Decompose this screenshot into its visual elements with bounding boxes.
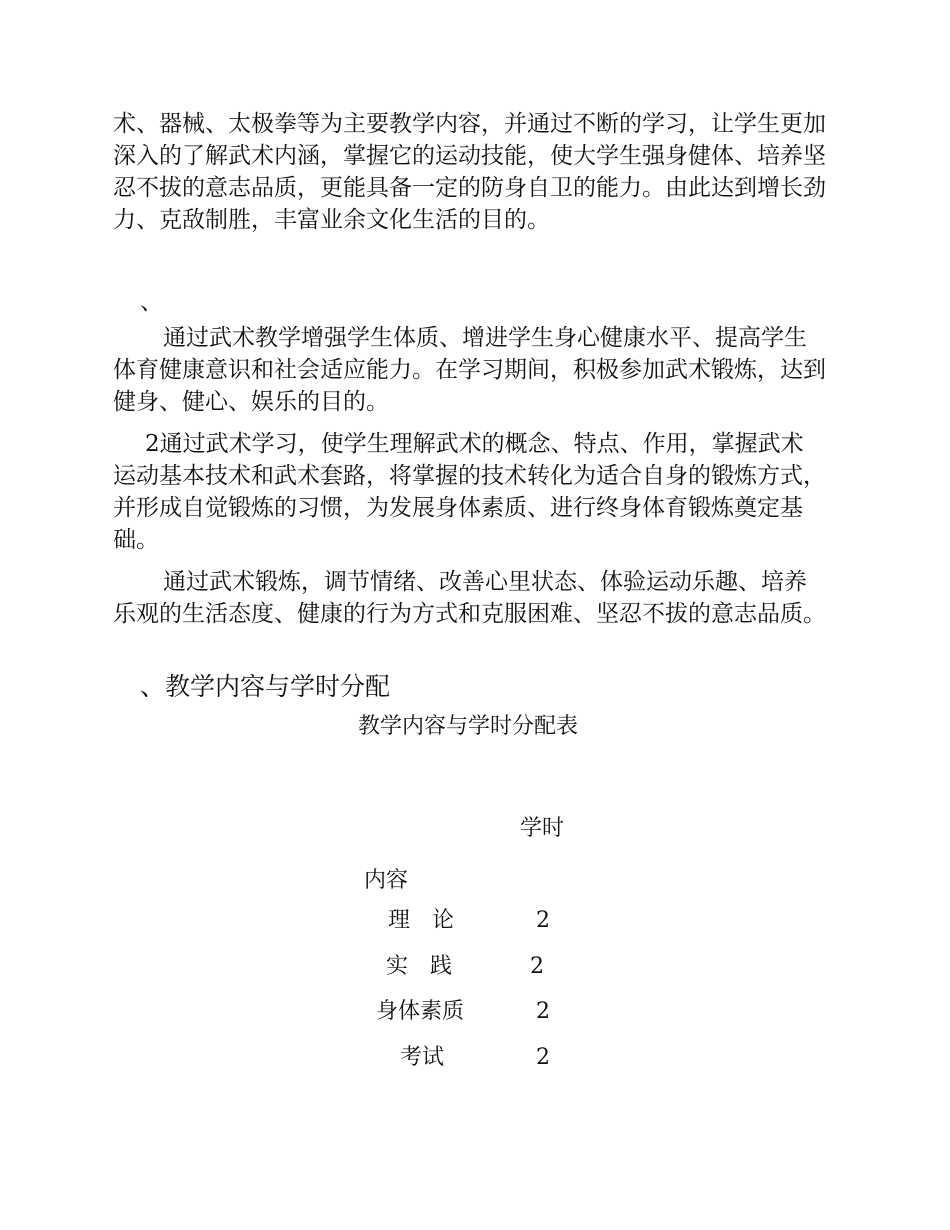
intro-line-1: 术、器械、太极拳等为主要教学内容，并通过不断的学习，让学生更加 [113,111,826,137]
intro-line-4: 力、克敌制胜，丰富业余文化生活的目的。 [113,207,550,233]
goal-paragraph-3 [113,566,853,630]
goal2-line-1: 2通过武术学习，使学生理解武术的概念、特点、作用，掌握武术 [145,431,804,457]
table-row-hours: 2 [536,908,550,933]
goal2-line-2: 运动基本技术和武术套路，将掌握的技术转化为适合自身的锻炼方式， [113,463,826,489]
goal1-line-3: 健身、健心、娱乐的目的。 [113,389,389,415]
goal-paragraph-2 [113,428,853,556]
goal1-line-2: 体育健康意识和社会适应能力。在学习期间，积极参加武术锻炼，达到 [113,357,826,383]
table-row-hours: 2 [530,954,544,979]
goal3-line-2: 乐观的生活态度、健康的行为方式和克服困难、坚忍不拔的意志品质。 [113,601,826,627]
section-heading: 、教学内容与学时分配 [140,672,391,701]
table-title: 教学内容与学时分配表 [358,714,579,739]
table-row-hours: 2 [536,1045,550,1070]
table-row-hours: 2 [536,999,550,1024]
table-row-content: 考试 [400,1045,445,1070]
table-row-content: 理 论 [388,908,455,933]
goal3-line-1: 通过武术锻炼，调节情绪、改善心里状态、体验运动乐趣、培养 [163,569,807,595]
goal2-line-3: 并形成自觉锻炼的习惯，为发展身体素质、进行终身体育锻炼奠定基 [113,495,803,521]
goal1-line-1: 通过武术教学增强学生体质、增进学生身心健康水平、提高学生 [163,325,807,351]
intro-line-2: 深入的了解武术内涵，掌握它的运动技能，使大学生强身健体、培养坚 [113,143,826,169]
goal-paragraph-1 [113,322,853,418]
goal2-line-4: 础。 [113,527,159,553]
table-row-content: 身体素质 [376,999,465,1024]
table-header-content: 内容 [364,868,409,893]
table-header-hours: 学时 [520,816,565,841]
table-row-content: 实 践 [386,954,453,979]
intro-paragraph [113,108,853,236]
intro-line-3: 忍不拔的意志品质，更能具备一定的防身自卫的能力。由此达到增长劲 [113,175,826,201]
section-marker: 、 [140,289,163,315]
